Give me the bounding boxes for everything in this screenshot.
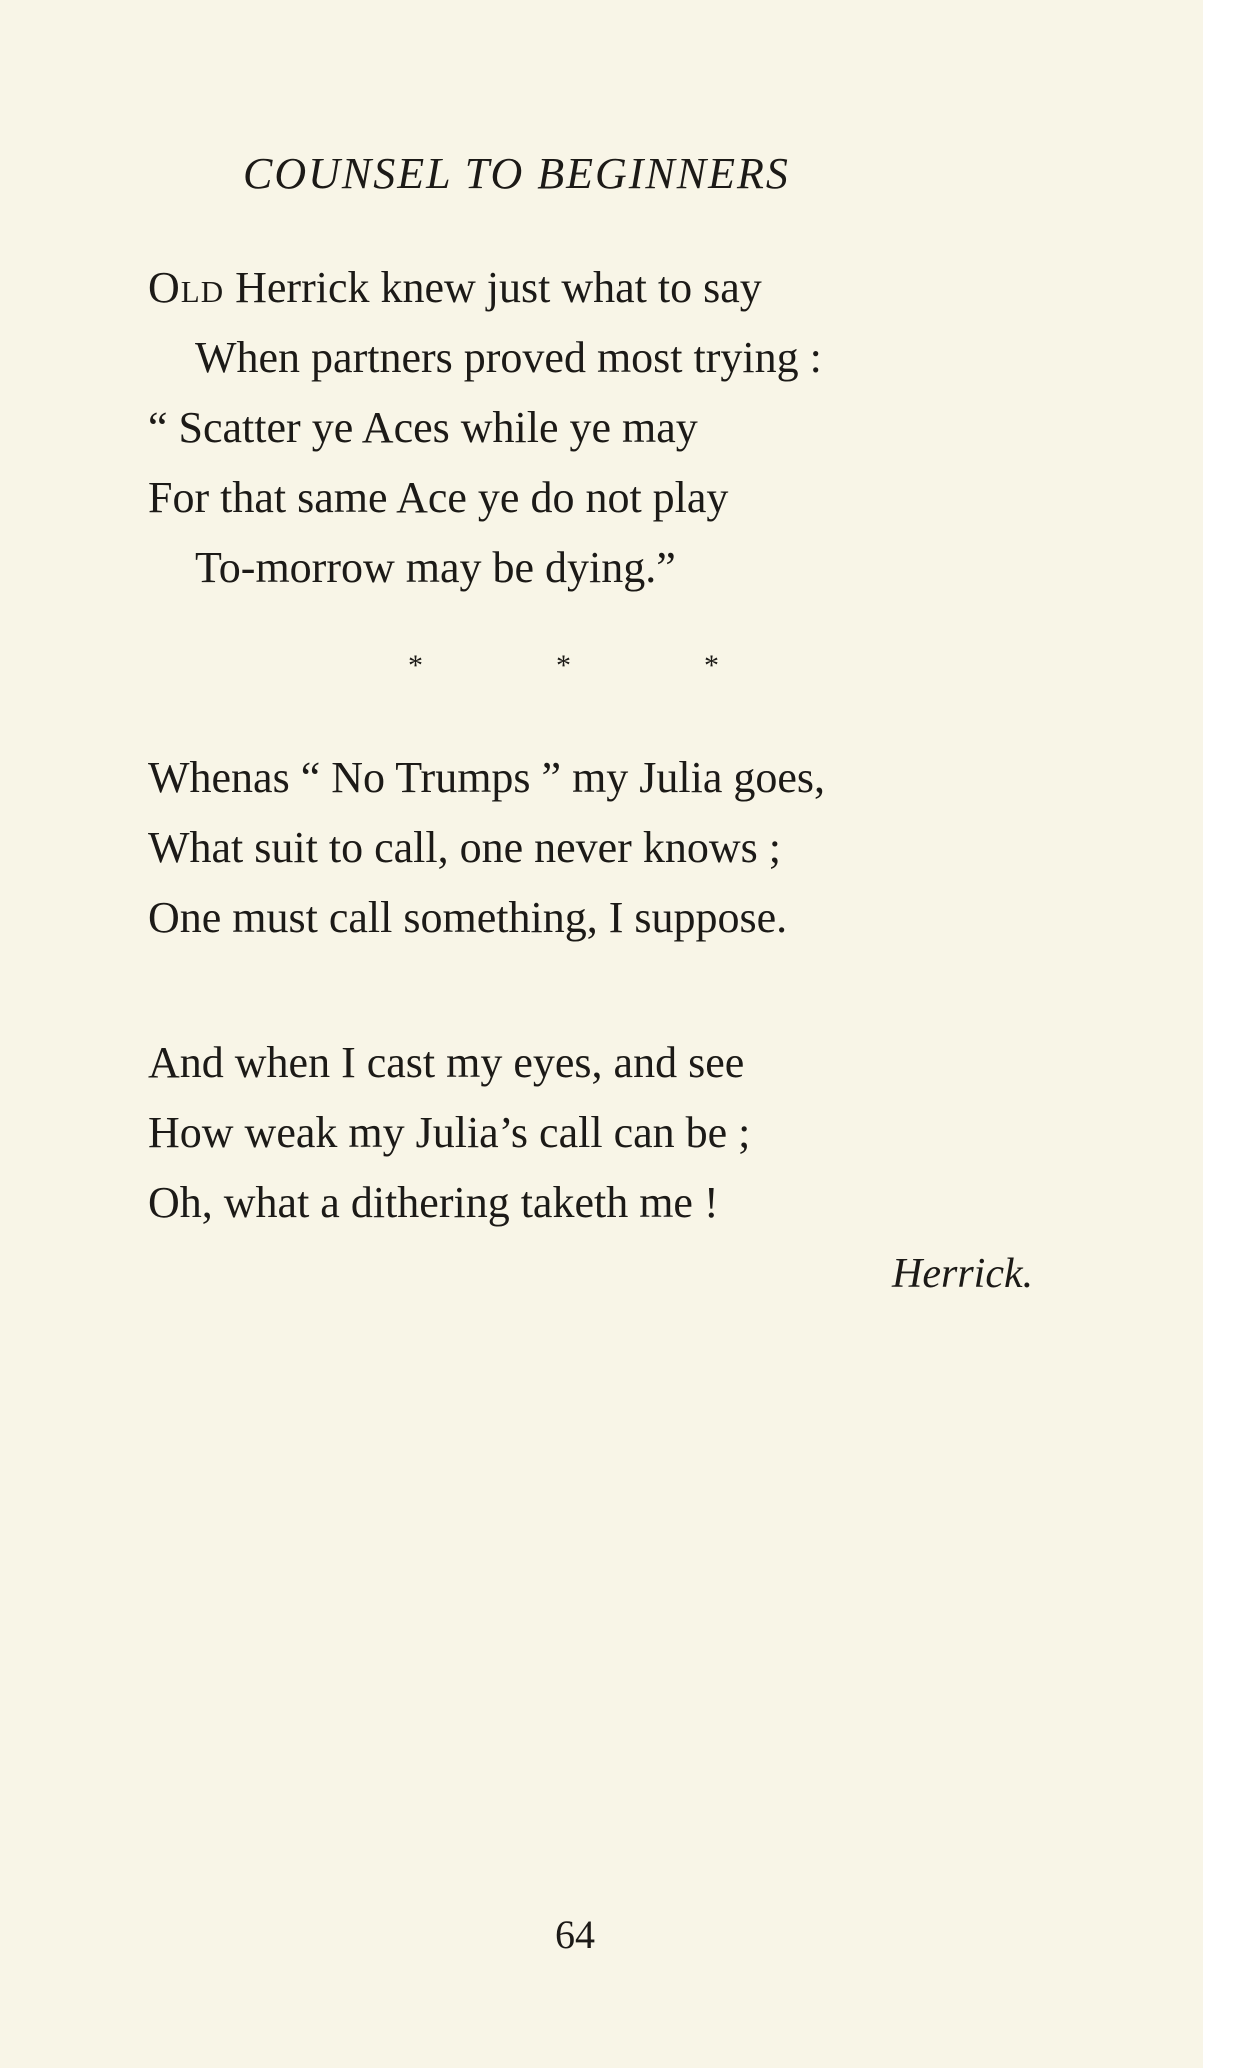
poem-line: “ Scatter ye Aces while ye may — [148, 403, 698, 452]
page-number: 64 — [555, 1912, 595, 1957]
poem-line-text: Herrick knew just what to say — [224, 263, 762, 312]
section-separator — [0, 646, 1203, 686]
small-caps-lead: Old — [148, 263, 225, 312]
poem-line: When partners proved most trying : — [195, 333, 822, 382]
poem-line: What suit to call, one never knows ; — [148, 823, 781, 872]
poem-line: One must call something, I suppose. — [148, 893, 788, 942]
poem-line: To-morrow may be dying.” — [195, 543, 676, 592]
poem-line: And when I cast my eyes, and see — [148, 1038, 745, 1087]
poem-line — [148, 260, 762, 316]
separator-star: * — [556, 649, 571, 682]
page-title: COUNSEL TO BEGINNERS — [243, 149, 790, 198]
separator-star: * — [704, 649, 719, 682]
poem-line: Oh, what a dithering taketh me ! — [148, 1178, 719, 1227]
separator-star: * — [408, 649, 423, 682]
poem-line: Whenas “ No Trumps ” my Julia goes, — [148, 753, 826, 802]
poem-line: How weak my Julia’s call can be ; — [148, 1108, 751, 1157]
poem-attribution: Herrick. — [892, 1251, 1034, 1297]
poem-line: For that same Ace ye do not play — [148, 473, 729, 522]
